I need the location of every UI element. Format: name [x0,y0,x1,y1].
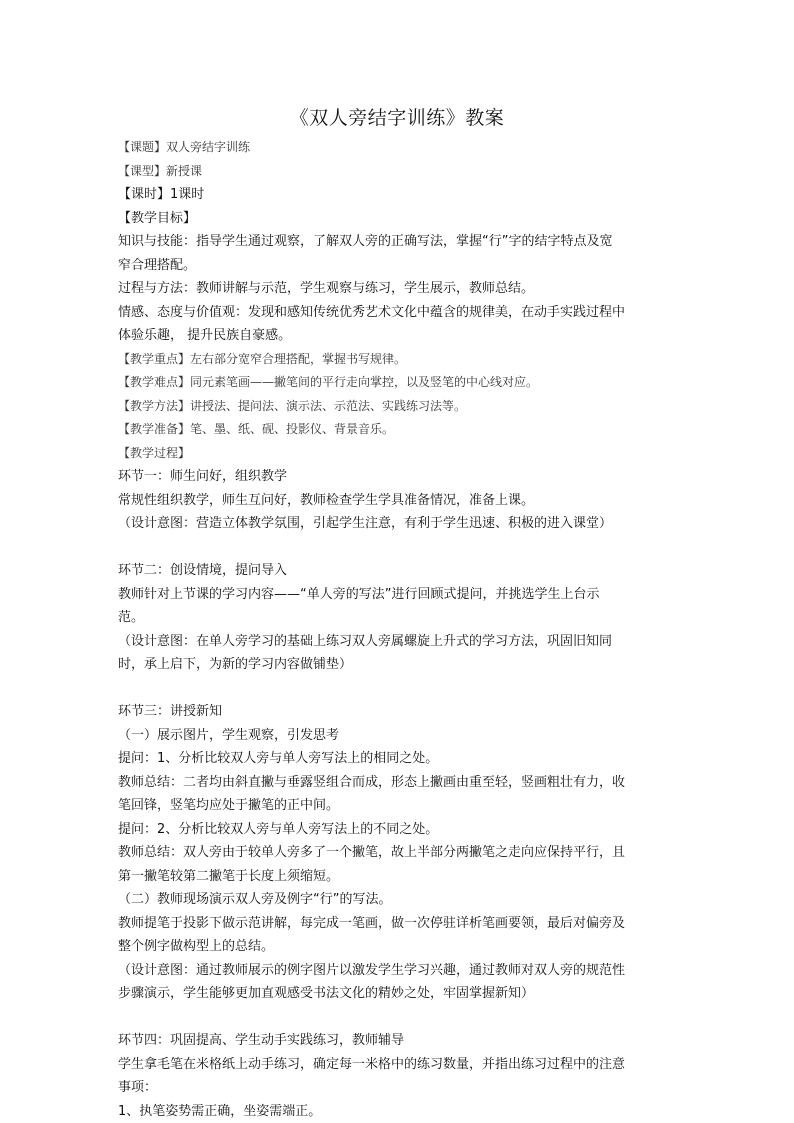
course-topic-line: 【课题】双人旁结字训练 [118,140,251,154]
paragraph-line: 过程与方法：教师讲解与示范，学生观察与练习，学生展示，教师总结。 [118,281,535,296]
design-intent-line: 时，承上启下，为新的学习内容做铺垫） [118,657,353,672]
paragraph-line: 教师针对上节课的学习内容——“单人旁的写法”进行回顾式提问，并挑选学生上台示 [118,586,600,602]
subsection-heading: （二）教师现场演示双人旁及例字“行”的写法。 [118,892,392,907]
document-body [118,136,673,1123]
teaching-focus-line: 【教学重点】左右部分宽窄合理搭配，掌握书写规律。 [118,351,407,366]
class-hours-line: 【课时】1课时 [118,187,205,202]
subsection-heading: （一）展示图片，学生观察，引发思考 [118,727,340,743]
paragraph-line: 体验乐趣， 提升民族自豪感。 [118,328,292,343]
paragraph-line: 窄合理搭配。 [118,257,197,273]
paragraph-line: 教师总结：双人旁由于较单人旁多了一个撇笔，故上半部分两撇笔之走向应保持平行，且 [118,845,626,860]
teaching-method-line: 【教学方法】讲授法、提问法、演示法、示范法、实践练习法等。 [118,398,467,413]
section-heading: 环节三：讲授新知 [118,704,223,719]
paragraph-line: 学生拿毛笔在米格纸上动手练习，确定每一米格中的练习数量，并指出练习过程中的注意 [118,1056,626,1072]
section-heading: 环节四：巩固提高、学生动手实践练习，教师辅导 [118,1033,405,1048]
teaching-preparation-line: 【教学准备】笔、墨、纸、砚、投影仪、背景音乐。 [118,422,395,436]
paragraph-line: 事项： [118,1080,158,1095]
teaching-process-heading: 【教学过程】 [118,445,191,460]
paragraph-line: 教师提笔于投影下做示范讲解，每完成一笔画，做一次停驻详析笔画要领，最后对偏旁及 [118,915,626,931]
section-heading: 环节一：师生问好，组织教学 [118,469,288,484]
paragraph-line: 整个例字做构型上的总结。 [118,939,275,954]
design-intent-line: （设计意图：通过教师展示的例字图片以激发学生学习兴趣，通过教师对双人旁的规范性 [118,962,626,978]
paragraph-line: 笔回锋，竖笔均应处于撇笔的正中间。 [118,798,340,813]
paragraph-line: 知识与技能：指导学生通过观察，了解双人旁的正确写法，掌握“行”字的结字特点及宽 [118,234,613,249]
blank-line [118,536,673,560]
teaching-difficulty-line: 【教学难点】同元素笔画——撇笔间的平行走向掌控，以及竖笔的中心线对应。 [118,375,539,389]
document-title: 《双人旁结字训练》教案 [289,107,505,129]
section-heading: 环节二：创设情境，提问导入 [118,563,288,578]
paragraph-line: 第一撇笔较第二撇笔于长度上须缩短。 [118,868,340,884]
blank-line [118,677,673,701]
paragraph-line: 范。 [118,610,145,625]
paragraph-line: 情感、态度与价值观：发现和感知传统优秀艺术文化中蕴含的规律美，在动手实践过程中 [118,304,626,320]
list-item: 1、执笔姿势需正确，坐姿需端正。 [118,1103,322,1119]
teaching-goals-heading: 【教学目标】 [118,210,197,226]
paragraph-line: 常规性组织教学，师生互问好，教师检查学生学具准备情况，准备上课。 [118,492,535,508]
course-type-line: 【课型】新授课 [118,163,203,178]
design-intent-line: （设计意图：在单人旁学习的基础上练习双人旁属螺旋上升式的学习方法，巩固旧知同 [118,633,613,649]
question-line: 提问：1、分析比较双人旁与单人旁写法上的相同之处。 [118,751,439,766]
question-line: 提问：2、分析比较双人旁与单人旁写法上的不同之处。 [118,821,439,837]
design-intent-line: （设计意图：营造立体教学氛围，引起学生注意，有利于学生迅速、积极的进入课堂） [118,516,613,531]
paragraph-line: 教师总结：二者均由斜直撇与垂露竖组合而成，形态上撇画由重至轻，竖画粗壮有力，收 [118,774,626,790]
blank-line [118,1006,673,1030]
design-intent-line: 步骤演示，学生能够更加直观感受书法文化的精妙之处，牢固掌握新知） [118,986,535,1001]
